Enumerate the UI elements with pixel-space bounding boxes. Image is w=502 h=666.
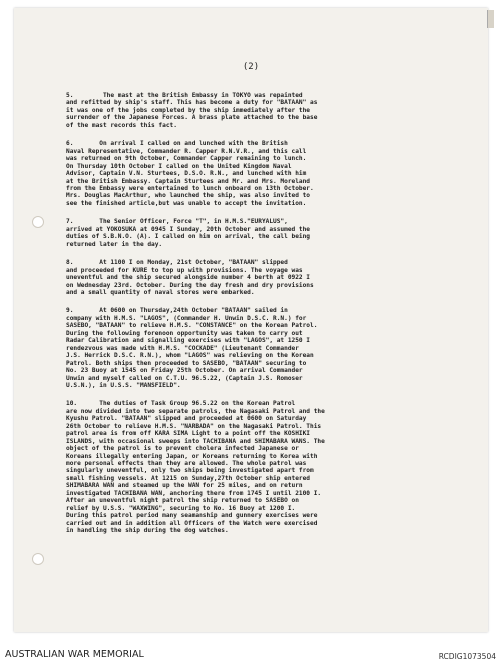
document-page: [14, 8, 488, 632]
text-line: U.S.N.), in U.S.S. "MANSFIELD".: [66, 381, 181, 389]
text-line: Patrol. Both ships then proceeded to SASEBO, "BATAAN" securing to: [66, 359, 307, 367]
text-line: 7. The Senior Officer, Force "T", in H.M.S."EURYALUS",: [66, 218, 288, 226]
text-line: 8. At 1100 I on Monday, 21st October, "BATAAN" slipped: [66, 259, 288, 267]
text-line: uneventful and the ship secured alongside number 4 berth at 0922 I: [66, 274, 311, 282]
text-line: of the mast records this fact.: [66, 121, 177, 129]
text-line: ISLANDS, with occasional sweeps into TACHIBANA and SHIMABARA WANS. The: [66, 437, 325, 445]
text-line: 9. At 0600 on Thursday,24th October "BATAAN" sailed in: [66, 307, 288, 315]
text-line: investigated TACHIBANA WAN, anchoring there from 1745 I until 2100 I.: [66, 489, 322, 497]
text-line: company with H.M.S. "LAGOS", (Commander H. Unwin D.S.C. R.N.) for: [66, 314, 307, 322]
punch-hole-top: [32, 216, 44, 228]
text-line: at the British Embassy. Captain Sturtees and Mr. and Mrs. Moreland: [66, 177, 311, 185]
text-line: from the Embassy were entertained to lunch onboard on 13th October.: [66, 184, 314, 192]
text-line: SASEBO, "BATAAN" to relieve H.M.S. "CONSTANCE" on the Korean Patrol.: [66, 322, 318, 330]
text-line: SHIMABARA WAN and steamed up the WAN for 25 miles, and on return: [66, 482, 303, 490]
punch-hole-bottom: [32, 553, 44, 565]
text-line: and a small quantity of naval stores were embarked.: [66, 288, 255, 296]
staple-mark: [487, 10, 494, 28]
text-line: singularly uneventful, only two ships being investigated apart from: [66, 467, 314, 475]
paragraph-7: [66, 218, 474, 248]
text-line: 10. The duties of Task Group 96.5.22 on the Korean Patrol: [66, 400, 296, 408]
text-line: surrender of the Japanese Forces. A brass plate attached to the base: [66, 114, 318, 122]
text-line: and proceeded for KURE to top up with provisions. The voyage was: [66, 266, 303, 274]
text-line: patrol area is from off KARA SIMA Light to a point off the KOSHIKI: [66, 430, 311, 438]
page-number: (2): [242, 62, 260, 72]
text-line: J.S. Herrick D.S.C. R.N.), whom "LAGOS" was relieving on the Korean: [66, 352, 314, 360]
text-line: on Wednesday 23rd. October. During the day fresh and dry provisions: [66, 281, 314, 289]
text-line: 26th October to relieve H.M.S. "NARBADA" on the Nagasaki Patrol. This: [66, 422, 322, 430]
text-line: Advisor, Captain V.N. Sturtees, D.S.O. R.N., and lunched with him: [66, 170, 307, 178]
text-line: more personal effects than they are allowed. The whole patrol was: [66, 460, 307, 468]
document-body: [66, 92, 474, 546]
text-line: see the finished article,but was unable to accept the invitation.: [66, 199, 307, 207]
text-line: Naval Representative, Commander R. Capper R.N.V.R., and this call: [66, 147, 307, 155]
footer-archive-name: AUSTRALIAN WAR MEMORIAL: [5, 649, 144, 660]
paragraph-6: [66, 140, 474, 207]
text-line: arrived at YOKOSUKA at 0945 I Sunday, 20th October and assumed the: [66, 225, 311, 233]
text-line: No. 23 Buoy at 1545 on Friday 25th October. On arrival Commander: [66, 367, 303, 375]
text-line: carried out and in addition all Officers of the Watch were exercised: [66, 519, 318, 527]
text-line: During this patrol period many seamanship and gunnery exercises were: [66, 512, 318, 520]
text-line: object of the patrol is to prevent cholera infected Japanese or: [66, 445, 299, 453]
footer-record-id: RCDIG1073504: [438, 652, 496, 661]
text-line: During the following forenoon opportunity was taken to carry out: [66, 329, 303, 337]
text-line: 5. The mast at the British Embassy in TOKYO was repainted: [66, 92, 303, 99]
paragraph-5: [66, 92, 474, 129]
text-line: After an uneventful night patrol the ship returned to SASEBO on: [66, 497, 299, 505]
text-line: On Thursday 10th October I called on the United Kingdom Naval: [66, 162, 292, 170]
text-line: and refitted by ship's staff. This has become a duty for "BATAAN" as: [66, 99, 318, 107]
text-line: Mrs. Douglas MacArthur, who launched the ship, was also invited to: [66, 192, 311, 200]
text-line: Unwin and myself called on C.T.U. 96.5.22, (Captain J.S. Romoser: [66, 374, 303, 382]
text-line: 6. On arrival I called on and lunched with the British: [66, 140, 288, 148]
text-line: Kyushu Patrol. "BATAAN" slipped and proceeded at 0600 on Saturday: [66, 415, 307, 423]
text-line: relief by U.S.S. "WAXWING", securing to No. 16 Buoy at 1200 I.: [66, 504, 296, 512]
text-line: in handling the ship during the dog watches.: [66, 527, 229, 535]
text-line: returned later in the day.: [66, 240, 163, 248]
text-line: small fishing vessels. At 1215 on Sunday,27th October ship entered: [66, 474, 311, 482]
paragraph-10: [66, 400, 474, 534]
text-line: duties of S.B.N.O. (A). I called on him on arrival, the call being: [66, 233, 311, 241]
text-line: are now divided into two separate patrols, the Nagasaki Patrol and the: [66, 407, 325, 415]
text-line: was returned on 9th October, Commander Capper remaining to lunch.: [66, 155, 307, 163]
text-line: Radar Calibration and signalling exercises with "LAGOS", at 1250 I: [66, 337, 311, 345]
text-line: it was one of the jobs completed by the ship immediately after the: [66, 106, 311, 114]
paragraph-9: [66, 307, 474, 389]
text-line: rendezvous was made with H.M.S. "COCKADE" (Lieutenant Commander: [66, 344, 299, 352]
text-line: Koreans illegally entering Japan, or Koreans returning to Korea with: [66, 452, 318, 460]
paragraph-8: [66, 259, 474, 296]
